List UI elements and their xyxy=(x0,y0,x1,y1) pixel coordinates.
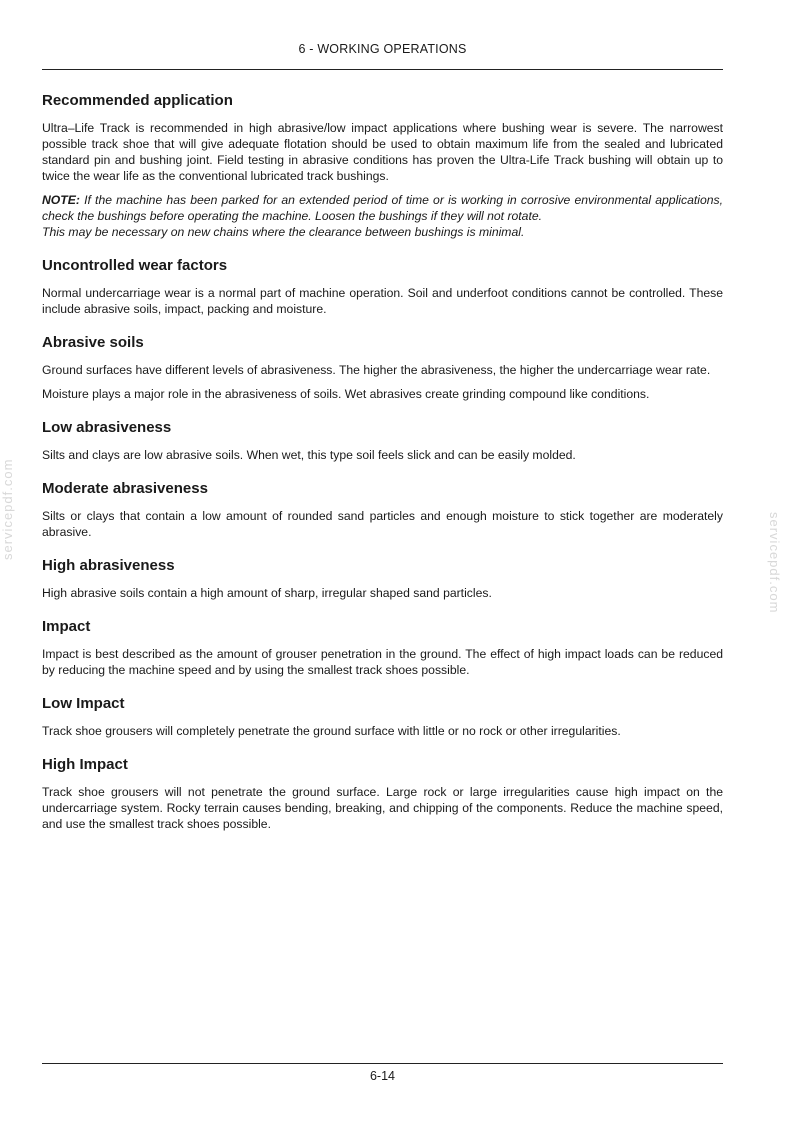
section-recommended-application xyxy=(42,91,723,240)
section-paragraph: Ultra–Life Track is recommended in high abrasive/low impact applications where bushing wear is severe. The narrowest possible track shoe that will give adequate flotation should be used to obtain maximum life from the sealed and lubricated standard pin and bushing joint. Field testing in abrasive conditions has proven the Ultra-Life Track bushing will obtain up to twice the wear life as the conventional lubricated track bushings. xyxy=(42,121,723,183)
watermark-right: servicepdf.com xyxy=(767,512,782,614)
section-paragraph: Ground surfaces have different levels of abrasiveness. The higher the abrasiveness, the higher the undercarriage wear rate. xyxy=(42,363,711,377)
note-label: NOTE: xyxy=(42,193,80,207)
section-paragraph: Silts and clays are low abrasive soils. When wet, this type soil feels slick and can be easily molded. xyxy=(42,448,576,462)
section-heading: Uncontrolled wear factors xyxy=(42,257,228,274)
header-divider xyxy=(42,69,723,70)
section-high-impact xyxy=(42,755,723,832)
page-number: 6-14 xyxy=(369,1069,396,1083)
section-uncontrolled-wear-factors xyxy=(42,256,723,317)
section-paragraph: Moisture plays a major role in the abrasiveness of soils. Wet abrasives create grinding compound like conditions. xyxy=(42,387,650,401)
section-paragraph: Impact is best described as the amount of grouser penetration in the ground. The effect of high impact loads can be reduced by reducing the machine speed and by using the smallest track shoes possible. xyxy=(42,647,723,677)
section-impact xyxy=(42,617,723,678)
section-low-abrasiveness xyxy=(42,418,723,463)
note-text: If the machine has been parked for an extended period of time or is working in corrosive environmental applications, check the bushings before operating the machine. Loosen the bushings if they will not rotate. xyxy=(42,193,723,223)
section-paragraph: High abrasive soils contain a high amount of sharp, irregular shaped sand particles. xyxy=(42,586,492,600)
section-paragraph: Silts or clays that contain a low amount of rounded sand particles and enough moisture to stick together are moderately abrasive. xyxy=(42,509,723,539)
document-body xyxy=(42,91,723,848)
section-heading: Low Impact xyxy=(42,695,125,712)
section-high-abrasiveness xyxy=(42,556,723,601)
section-paragraph: Normal undercarriage wear is a normal part of machine operation. Soil and underfoot conditions cannot be controlled. These include abrasive soils, impact, packing and moisture. xyxy=(42,286,723,316)
section-heading: High abrasiveness xyxy=(42,557,175,574)
section-heading: Recommended application xyxy=(42,92,233,109)
section-heading: Impact xyxy=(42,618,91,635)
section-heading: High Impact xyxy=(42,756,128,773)
section-paragraph: Track shoe grousers will completely penetrate the ground surface with little or no rock or other irregularities. xyxy=(42,724,621,738)
section-paragraph: Track shoe grousers will not penetrate the ground surface. Large rock or large irregularities cause high impact on the undercarriage system. Rocky terrain causes bending, breaking, and chipping of the components. Reduce the machine speed, and use the smallest track shoes possible. xyxy=(42,785,723,831)
watermark-left: servicepdf.com xyxy=(0,458,15,560)
section-heading: Abrasive soils xyxy=(42,334,144,351)
section-moderate-abrasiveness xyxy=(42,479,723,540)
footer-divider xyxy=(42,1063,723,1064)
section-heading: Moderate abrasiveness xyxy=(42,480,208,497)
page-header: 6 - WORKING OPERATIONS xyxy=(298,42,467,56)
note-text-2: This may be necessary on new chains where the clearance between bushings is minimal. xyxy=(42,225,525,239)
note-block xyxy=(42,192,723,240)
section-heading: Low abrasiveness xyxy=(42,419,172,436)
section-abrasive-soils xyxy=(42,333,723,402)
section-low-impact xyxy=(42,694,723,739)
